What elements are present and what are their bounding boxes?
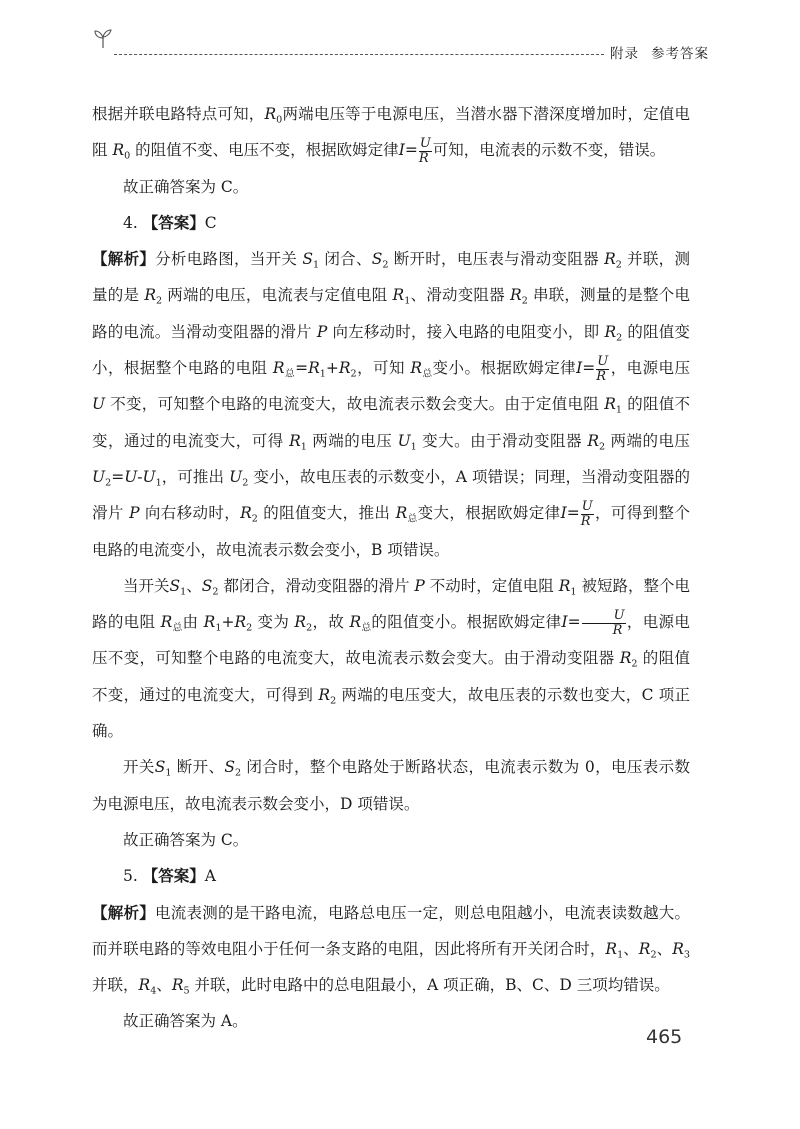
answer-4-heading: 4. 【答案】C (123, 213, 217, 232)
analysis-5-paragraph: 【解析】电流表测的是干路电流，电路总电压一定，则总电阻越小，电流表读数越大。而并联电路的等效电阻小于任何一条支路的电阻，因此将所有开关闭合时，$R_1$、$R_2$、$R_3$ 并联，$R_4$、$R_5$ 并联，此时电路中的总电阻最小，A 项正确，B、C、D 三项均错误。 (92, 903, 690, 997)
analysis-4-paragraph-1: 【解析】分析电路图，当开关 $S_1$ 闭合、$S_2$ 断开时，电压表与滑动变阻器 $R_2$ 并联，测量的是 $R_2$ 两端的电压，电流表与定值电阻 $R_1$、滑动变阻器 $R_2$ 串联，测量的是整个电路的电流。当滑动变阻器的滑片 P 向左移动时，接入电路的电阻变小，即 $R_2$ 的阻值变小，根据整个电路的电阻 $R_总=R_1+R_2$，可知 $R_总$变小。根据欧姆定律I= $\frac{U}{R}$ ，电源电压 U 不变，可知整个电路的电流变大，故电流表示数会变大。由于定值电阻 $R_1$ 的阻值不变，通过的电流变大，可得 $R_1$ 两端的电压 $U_1$ 变大。由于滑动变阻器 $R_2$ 两端的电压 $U_2=U-U_1$，可推出 $U_2$ 变小，故电压表的示数变小，A 项错误；同理，当滑动变阻器的滑片 P 向右移动时，$R_2$ 的阻值变大，推出 $R_总$变大，根据欧姆定律I= $\frac{U}{R}$ ，可得到整个电路的电流变小，故电流表示数会变小，B 项错误。 (92, 250, 691, 559)
conclusion-line: 故正确答案为 C。 (123, 830, 249, 849)
sprout-icon (92, 28, 114, 50)
analysis-4-paragraph-2: 当开关$S_1$、$S_2$ 都闭合，滑动变阻器的滑片 P 不动时，定值电阻 $R_1$ 被短路，整个电路的电阻 $R_总$由 $R_1+R_2$ 变为 $R_2$，故 $R_总$的阻值变小。根据欧姆定律I= $\frac{U}{R}$ ，电源电压不变，可知整个电路的电流变大，故电流表示数会变大。由于滑动变阻器 $R_2$ 的阻值不变，通过的电流变大，可得到 $R_2$ 两端的电压变大，故电压表的示数也变大，C 项正确。 (92, 576, 690, 741)
fraction-u-over-r: $\frac{U}{R}$ (596, 353, 609, 384)
conclusion-line: 故正确答案为 A。 (123, 1012, 248, 1031)
header-rule (114, 54, 604, 55)
paragraph-continuation: 根据并联电路特点可知，$R_0$两端电压等于电源电压，当潜水器下潜深度增加时，定值电阻 $R_0$ 的阻值不变、电压不变，根据欧姆定律I= $\frac{U}{R}$ 可知，电流表的示数不变，错误。 (92, 105, 690, 166)
answer-5-heading: 5. 【答案】A (123, 867, 216, 886)
page-body (92, 96, 690, 1040)
header-title: 附录 参考答案 (610, 46, 709, 62)
analysis-4-paragraph-3: 开关$S_1$ 断开、$S_2$ 闭合时，整个电路处于断路状态，电流表示数为 0，电压表示数为电源电压，故电流表示数会变小，D 项错误。 (92, 758, 690, 813)
conclusion-line: 故正确答案为 C。 (123, 177, 249, 196)
page-number: 465 (646, 1026, 683, 1048)
fraction-u-over-r: $\frac{U}{R}$ (580, 498, 593, 529)
fraction-u-over-r: $\frac{U}{R}$ (418, 135, 431, 166)
fraction-u-over-r: $\frac{U}{R}$ (582, 609, 626, 638)
page-header (92, 22, 709, 62)
